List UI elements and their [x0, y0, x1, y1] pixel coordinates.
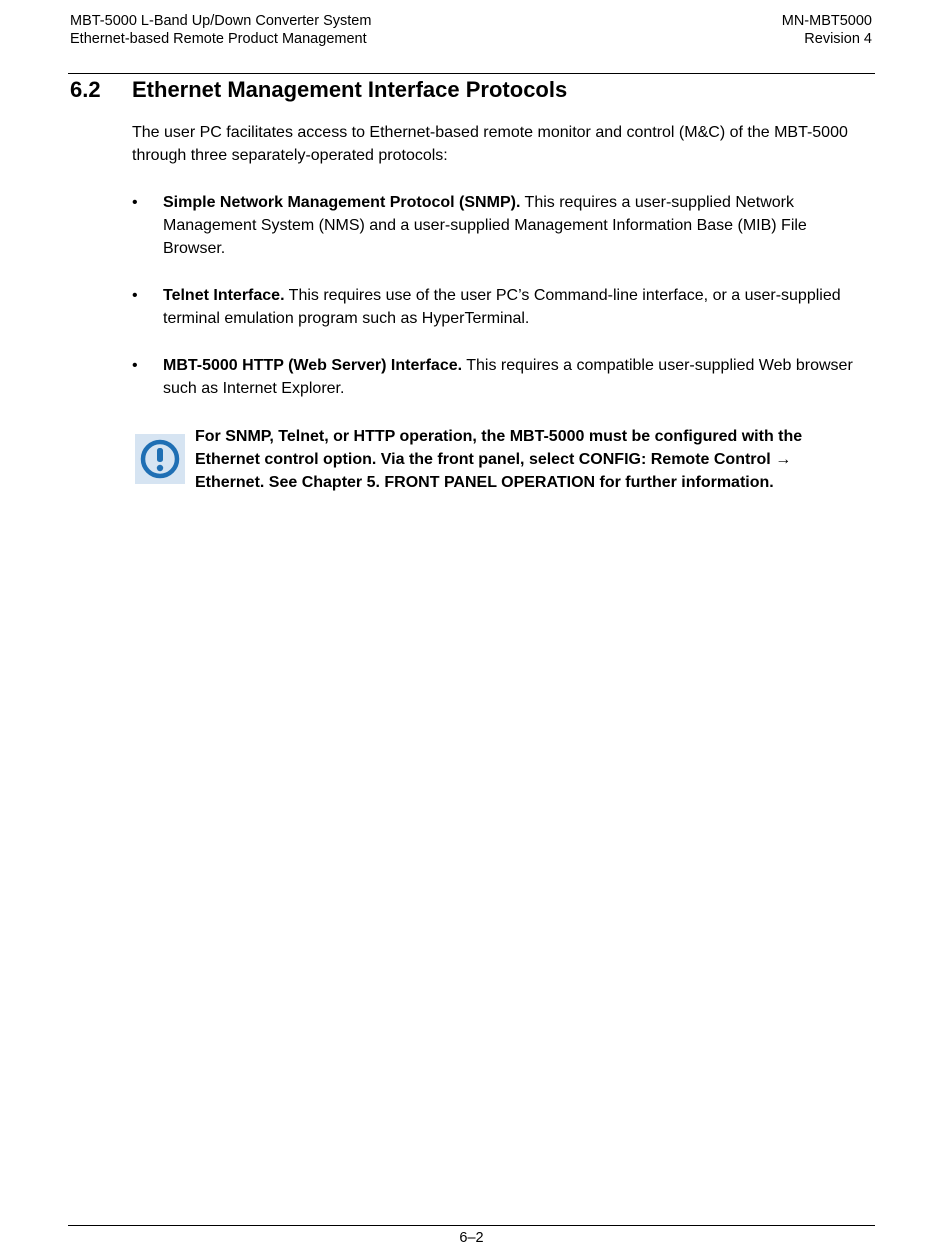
header-chapter-title: Ethernet-based Remote Product Management	[70, 31, 367, 47]
list-item-text	[163, 354, 867, 400]
intro-paragraph: The user PC facilitates access to Ethernet-based remote monitor and control (M&C) of the MBT-5000 through three separately-operated protocols:	[132, 124, 848, 164]
header-divider	[68, 73, 875, 74]
list-item-term: MBT-5000 HTTP (Web Server) Interface.	[163, 357, 463, 374]
header-right	[782, 12, 872, 48]
bullet-icon: •	[132, 287, 138, 304]
bullet-icon: •	[132, 194, 138, 211]
note-text: For SNMP, Telnet, or HTTP operation, the MBT-5000 must be configured with the Ethernet control option. Via the front panel, select CONFIG: Remote Control → Ethernet. See Chapter 5. FRONT PANEL OPERATION for further information.	[195, 428, 803, 491]
list-item-description: This requires use of the user PC’s Command-line interface, or a user-supplied terminal emulation program such as HyperTerminal.	[163, 287, 841, 327]
bullet-icon: •	[132, 357, 138, 374]
list-item	[132, 191, 867, 260]
header-manual-number: MN-MBT5000	[781, 13, 872, 29]
section-heading	[70, 76, 567, 104]
header-revision: Revision 4	[804, 31, 872, 47]
list-item-term: Simple Network Management Protocol (SNMP).	[163, 194, 521, 211]
footer-divider	[68, 1225, 875, 1226]
list-item-text	[163, 191, 867, 260]
page-number: 6–2	[459, 1230, 484, 1246]
list-item-description: This requires a user-supplied Network Management System (NMS) and a user-supplied Management Information Base (MIB) File Browser.	[163, 194, 807, 257]
list-item	[132, 284, 867, 330]
list-item-text	[163, 284, 867, 330]
list-item	[132, 354, 867, 400]
important-notice-icon	[135, 434, 185, 484]
section-number: 6.2	[70, 77, 101, 102]
list-item-description: This requires a compatible user-supplied Web browser such as Internet Explorer.	[163, 357, 853, 397]
section-title: Ethernet Management Interface Protocols	[132, 77, 568, 102]
header-left	[70, 12, 371, 48]
list-item-term: Telnet Interface.	[163, 287, 285, 304]
header-product-title: MBT-5000 L-Band Up/Down Converter System	[70, 13, 372, 29]
